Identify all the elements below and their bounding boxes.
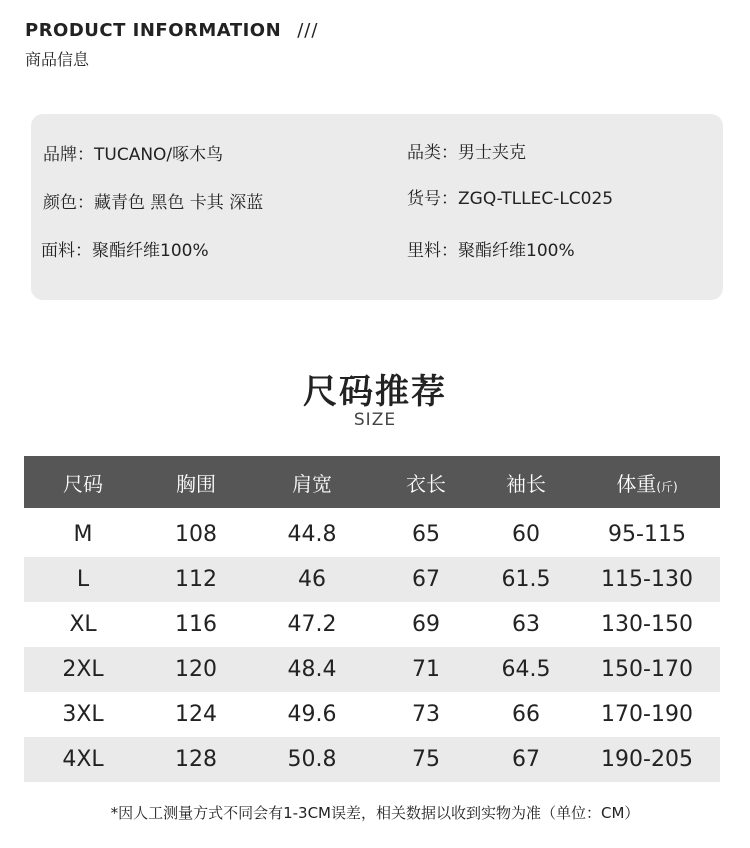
cell-size: XL bbox=[69, 612, 97, 637]
cell-length: 73 bbox=[412, 702, 440, 727]
color-label: 颜色： bbox=[43, 193, 94, 213]
lining-label: 里料： bbox=[407, 241, 458, 261]
header-title: PRODUCT INFORMATION bbox=[25, 20, 282, 41]
table-row bbox=[24, 737, 720, 782]
cell-size: 2XL bbox=[24, 647, 142, 692]
weight-unit: (斤) bbox=[656, 479, 678, 494]
col-header-size: 尺码 bbox=[24, 456, 142, 508]
sku-label: 货号： bbox=[407, 189, 458, 209]
col-header-weight bbox=[574, 456, 720, 508]
cell-shoulder: 46 bbox=[250, 557, 374, 602]
weight-header-label: 体重 bbox=[616, 471, 657, 496]
info-color bbox=[43, 188, 263, 213]
cell-weight: 95-115 bbox=[608, 522, 686, 547]
product-info-panel bbox=[31, 114, 723, 300]
fabric-label: 面料： bbox=[41, 241, 92, 261]
fabric-value: 聚酯纤维100% bbox=[92, 241, 209, 261]
product-info-header bbox=[25, 20, 318, 70]
table-row bbox=[24, 647, 720, 692]
cell-weight: 115-130 bbox=[574, 557, 720, 602]
cell-length: 65 bbox=[412, 522, 440, 547]
info-brand bbox=[43, 140, 223, 165]
cell-size: 3XL bbox=[62, 702, 104, 727]
cell-length: 75 bbox=[374, 737, 478, 782]
info-fabric bbox=[41, 236, 209, 261]
size-table-header-row bbox=[24, 456, 720, 508]
table-row bbox=[24, 557, 720, 602]
color-value: 藏青色 黑色 卡其 深蓝 bbox=[94, 193, 264, 213]
cell-chest: 120 bbox=[142, 647, 250, 692]
brand-label: 品牌： bbox=[43, 145, 94, 165]
sku-value: ZGQ-TLLEC-LC025 bbox=[458, 189, 614, 209]
cell-chest: 112 bbox=[142, 557, 250, 602]
table-row bbox=[24, 512, 720, 557]
cell-length: 71 bbox=[374, 647, 478, 692]
col-header-shoulder: 肩宽 bbox=[250, 456, 374, 508]
cell-shoulder: 44.8 bbox=[287, 522, 337, 547]
cell-shoulder: 50.8 bbox=[250, 737, 374, 782]
cell-size: 4XL bbox=[24, 737, 142, 782]
cell-sleeve: 66 bbox=[512, 702, 540, 727]
header-title-row bbox=[25, 20, 318, 41]
cell-chest: 128 bbox=[142, 737, 250, 782]
info-sku bbox=[407, 184, 613, 209]
cell-weight: 150-170 bbox=[574, 647, 720, 692]
size-table bbox=[24, 456, 720, 782]
info-category bbox=[407, 138, 526, 163]
cell-chest: 116 bbox=[175, 612, 217, 637]
lining-value: 聚酯纤维100% bbox=[458, 241, 575, 261]
cell-shoulder: 47.2 bbox=[287, 612, 337, 637]
cell-size: M bbox=[73, 522, 93, 547]
category-label: 品类： bbox=[407, 143, 458, 163]
col-header-sleeve: 袖长 bbox=[478, 456, 574, 508]
cell-length: 67 bbox=[374, 557, 478, 602]
cell-sleeve: 64.5 bbox=[478, 647, 574, 692]
cell-length: 69 bbox=[412, 612, 440, 637]
info-lining bbox=[407, 236, 575, 261]
table-row bbox=[24, 602, 720, 647]
category-value: 男士夹克 bbox=[458, 143, 526, 163]
cell-shoulder: 48.4 bbox=[250, 647, 374, 692]
col-header-length: 衣长 bbox=[374, 456, 478, 508]
cell-weight: 130-150 bbox=[601, 612, 693, 637]
measurement-footnote: *因人工测量方式不同会有1-3CM误差，相关数据以收到实物为准（单位：CM） bbox=[110, 804, 640, 822]
brand-value: TUCANO/啄木鸟 bbox=[94, 145, 224, 165]
size-section-subtitle: SIZE bbox=[353, 410, 397, 430]
cell-chest: 108 bbox=[175, 522, 217, 547]
header-slashes: /// bbox=[297, 20, 319, 41]
header-subtitle: 商品信息 bbox=[25, 50, 90, 69]
cell-sleeve: 61.5 bbox=[478, 557, 574, 602]
cell-sleeve: 63 bbox=[512, 612, 540, 637]
size-section-title: 尺码推荐 bbox=[303, 372, 447, 412]
cell-sleeve: 67 bbox=[478, 737, 574, 782]
col-header-chest: 胸围 bbox=[142, 456, 250, 508]
cell-weight: 190-205 bbox=[574, 737, 720, 782]
cell-weight: 170-190 bbox=[601, 702, 693, 727]
table-row bbox=[24, 692, 720, 737]
cell-shoulder: 49.6 bbox=[287, 702, 337, 727]
cell-size: L bbox=[24, 557, 142, 602]
cell-sleeve: 60 bbox=[512, 522, 540, 547]
cell-chest: 124 bbox=[175, 702, 217, 727]
